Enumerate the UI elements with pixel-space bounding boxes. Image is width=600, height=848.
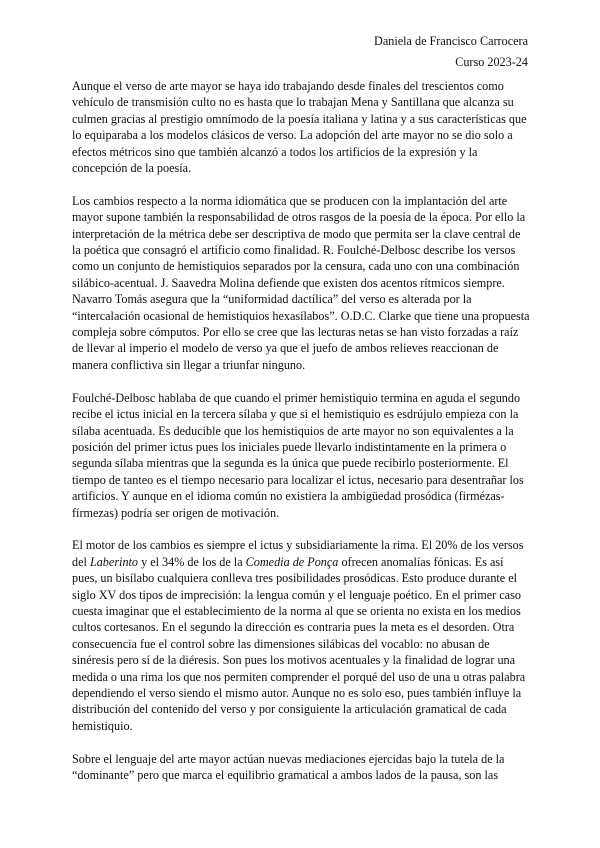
document-body: [72, 78, 530, 800]
work-title-comedia: Comedia de Ponça: [245, 554, 339, 569]
paragraph-4-text-c: ofrecen anomalías fónicas. Es así pues, un bisílabo cualquiera conlleva tres posibilidades prosódicas. Esto produce durante el siglo XV dos tipos de imprecisión: la lengua común y el lenguaje poético. En el primer caso cuesta imaginar que el establecimiento de la norma al que se orienta no exista en los medios cultos cortesanos. En el segundo la dirección es contraria pues la meta es el desorden. Otra consecuencia fue el control sobre las dimensiones silábicas del vocablo: no abusan de sinéresis pero sí de la diéresis. Son pues los motivos acentuales y la finalidad de lograr una medida o una rima los que nos permiten comprender el porqué del uso de una u otras palabra dependiendo el verso siendo el mismo autor. Aunque no es solo eso, pues también influye la distribución del contenido del verso y por consiguiente la articulación gramatical de cada hemistiquio.: [72, 554, 526, 733]
author-name: Daniela de Francisco Carrocera: [374, 34, 528, 48]
paragraph-3: Foulché-Delbosc hablaba de que cuando el primer hemistiquio termina en aguda el segundo recibe el ictus inicial en la tercera sílaba y que si el hemistiquio es esdrújulo empieza con la sílaba acentuada. Es deducible que los hemistiquios de arte mayor no son equivalentes a la posición del primer ictus pues los iniciales puede llevarlo indistintamente en la primera o segunda sílaba mientras que la segunda es la única que puede recibirlo posteriormente. El tiempo de tanteo es el tiempo necesario para localizar el ictus, necesario para desentrañar los artificios. Y aunque en el idioma común no existiera la ambigüedad prosódica (firmézas-fírmezas) podría ser origen de motivación.: [72, 390, 524, 520]
paragraph-4-text-b: y el 34% de los de la: [138, 554, 246, 569]
paragraph-4-text-a: El motor de los cambios es siempre el ictus y subsidiariamente la rima. El 20% de los versos del: [72, 538, 524, 569]
course-year: Curso 2023-24: [455, 55, 528, 69]
paragraph-4: [72, 537, 530, 734]
work-title-laberinto: Laberinto: [89, 554, 139, 569]
paragraph-5: Sobre el lenguaje del arte mayor actúan nuevas mediaciones ejercidas bajo la tutela de la “dominante” pero que marca el equilibrio gramatical a ambos lados de la pausa, son las: [72, 751, 505, 782]
page-header: [374, 34, 528, 70]
paragraph-2: Los cambios respecto a la norma idiomática que se producen con la implantación del arte mayor supone también la responsabilidad de otros rasgos de la poesía de la época. Por ello la interpretación de la métrica debe ser descriptiva de modo que permita ser la clave central de la poética que consagró el artificio como finalidad. R. Foulché-Delbosc describe los versos como un conjunto de hemistiquios separados por la censura, cada uno con una combinación silábico-acentual. J. Saavedra Molina defiende que existen dos acentos rítmicos siempre. Navarro Tomás asegura que la “uniformidad dactílica” del verso es alterada por la “intercalación ocasional de hemistiquios hexasílabos”. O.D.C. Clarke que tiene una propuesta compleja sobre cómputos. Por ello se cree que las lecturas netas se han visto forzadas a raíz de llevar al imperio el modelo de verso ya que el juefo de ambos relieves reaccionan de manera conflictiva sin llegar a triunfar ninguno.: [72, 193, 530, 372]
paragraph-1: Aunque el verso de arte mayor se haya ido trabajando desde finales del trescientos como vehículo de transmisión culto no es hasta que lo trabajan Mena y Santillana que alcanza su culmen gracias al prestigio omnímodo de la poesía italiana y latina y a sus características que lo equiparaba a los modelos clásicos de verso. La adopción del arte mayor no se dio solo a efectos métricos sino que también alcanzó a todos los artificios de la expresión y la concepción de la poesía.: [72, 79, 527, 176]
